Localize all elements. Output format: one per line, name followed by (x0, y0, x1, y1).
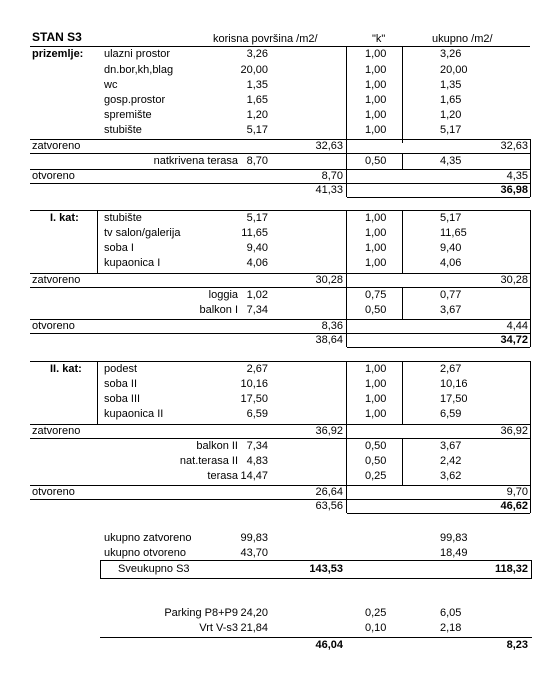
sheet-title: STAN S3 (32, 30, 82, 44)
floor-sum-total: 46,62 (500, 500, 528, 512)
closed-label: zatvoreno (32, 140, 81, 152)
summary-closed-area: 99,83 (240, 532, 268, 544)
open-area: 26,64 (315, 486, 343, 498)
open-total: 4,35 (506, 170, 528, 182)
floor-sum-area: 41,33 (315, 184, 343, 196)
col-header-k: "k" (372, 33, 386, 45)
summary-open-label: ukupno otvoreno (104, 547, 186, 559)
floor-label-ground: prizemlje: (32, 48, 84, 60)
open-total: 9,70 (506, 486, 528, 498)
closed-total: 36,92 (500, 425, 528, 437)
open-area: 8,70 (321, 170, 343, 182)
floor-sum-area: 63,56 (315, 500, 343, 512)
summary-open-area: 43,70 (240, 547, 268, 559)
open-label: otvoreno (32, 170, 75, 182)
grand-total-value: 118,32 (494, 563, 528, 575)
closed-area: 30,28 (315, 274, 343, 286)
summary-closed-total: 99,83 (440, 532, 468, 544)
closed-area: 32,63 (315, 140, 343, 152)
summary-closed-label: ukupno zatvoreno (104, 532, 192, 544)
col-header-area: korisna površina /m2/ (213, 33, 318, 45)
closed-total: 30,28 (500, 274, 528, 286)
col-header-total: ukupno /m2/ (432, 33, 493, 45)
floor-label-first: I. kat: (50, 212, 79, 224)
closed-total: 32,63 (500, 140, 528, 152)
closed-label: zatvoreno (32, 425, 81, 437)
closed-label: zatvoreno (32, 274, 81, 286)
extras-sum-area: 46,04 (315, 639, 343, 651)
extras-sum-total: 8,23 (506, 639, 528, 651)
area-calculation-sheet: STAN S3 korisna površina /m2/ "k" ukupno /m2/ prizemlje: ulazni prostor 3,26 1,00 3,26 dn.bor,kh,blag 20,00 1,00 20,00 wc 1,35 1,00 1,35 gosp.prostor 1,65 1,00 1,65 spremište 1,20 1,00 1,20 stubište 5,17 1,00 5,17 zatvoreno 32,63 32,63 natkrivena terasa 8,70 0,50 4,35 otvoreno 8,70 4,35 41,33 36,98 I. kat: stubište 5,17 1,00 5,17 tv salon/galerija 11,65 1,00 11,65 soba I 9,40 1,00 9,40 kupaonica I 4,06 1,00 4,06 zatvoreno 30,28 30,28 loggia 1,02 0,75 0,77 balkon I 7,34 0,50 3,67 otvoreno 8,36 4,44 38,64 34,72 II. kat: podest 2,67 1,00 2,67 soba II 10,16 1,00 10,16 soba III 17,50 1,00 17,50 kupaonica II 6,59 1,00 6,59 zatvoreno 36,92 36,92 balkon II 7,34 0,50 3,67 nat.terasa II 4,83 0,50 2,42 terasa 14,47 0,25 3,62 otvoreno 26,64 9,70 63,56 46,62 ukupno zatvoreno 99,83 99,83 ukupno otvoreno 43,70 18,49 Sveukupno S3 143,53 118,32 Parking P8+P9 24,20 0,25 6,05 Vrt V-s3 21,84 0,10 2,18 46,04 8,23 (0, 0, 536, 690)
header-rule (30, 46, 530, 47)
open-label: otvoreno (32, 486, 75, 498)
open-area: 8,36 (321, 320, 343, 332)
grand-total-area: 143,53 (309, 563, 343, 575)
floor-sum-total: 36,98 (500, 184, 528, 196)
open-label: otvoreno (32, 320, 75, 332)
closed-area: 36,92 (315, 425, 343, 437)
floor-label-second: II. kat: (50, 363, 82, 375)
open-total: 4,44 (506, 320, 528, 332)
floor-sum-area: 38,64 (315, 334, 343, 346)
grand-total-label: Sveukupno S3 (118, 563, 190, 575)
summary-open-total: 18,49 (440, 547, 468, 559)
floor-sum-total: 34,72 (500, 334, 528, 346)
